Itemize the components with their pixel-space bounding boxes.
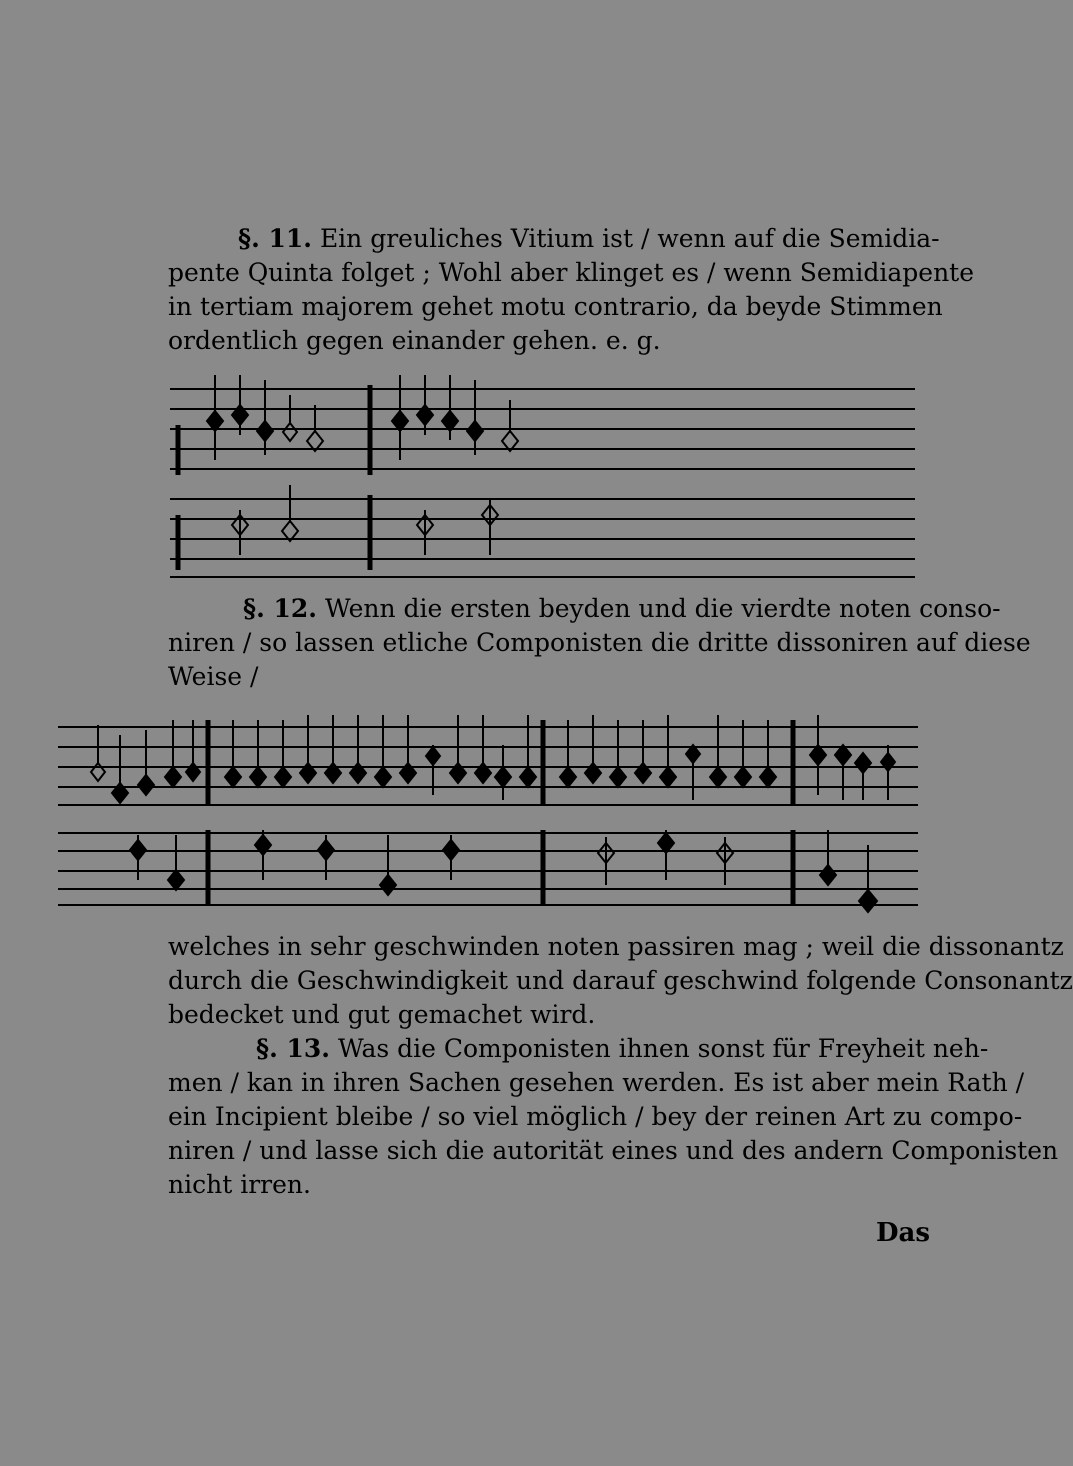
text-line: Weise / <box>168 662 259 691</box>
text-line: niren / so lassen etliche Componisten die dritte dissoniren auf diese <box>168 628 1031 657</box>
text-line: ein Incipient bleibe / so viel möglich / bey der reinen Art zu compo- <box>168 1102 1023 1131</box>
text-line: durch die Geschwindigkeit und darauf geschwind folgende Consonantz <box>168 966 1073 995</box>
paragraph-section-13 <box>168 1032 1059 1202</box>
text-line: §. 13. Was die Componisten ihnen sonst für Freyheit neh- <box>256 1034 989 1063</box>
text-line: welches in sehr geschwinden noten passiren mag ; weil die dissonantz <box>168 932 1064 961</box>
text-line: pente Quinta folget ; Wohl aber klinget es / wenn Semidiapente <box>168 258 975 287</box>
paragraph-section-11 <box>168 222 975 358</box>
catchword: Das <box>875 1218 930 1248</box>
paragraph-continuation <box>168 930 1073 1032</box>
paragraph-section-12 <box>168 592 1031 694</box>
text-line: bedecket und gut gemachet wird. <box>168 1000 596 1029</box>
music-example-1 <box>170 365 915 580</box>
text-line: §. 11. Ein greuliches Vitium ist / wenn auf die Semidia- <box>238 224 940 253</box>
section-number: §. 11. <box>238 224 312 253</box>
text-line: §. 12. Wenn die ersten beyden und die vierdte noten conso- <box>243 594 1001 623</box>
text-line: in tertiam majorem gehet motu contrario, da beyde Stimmen <box>168 292 943 321</box>
section-number: §. 13. <box>256 1034 330 1063</box>
music-example-2 <box>58 705 918 915</box>
text-line: niren / und lasse sich die autorität eines und des andern Componisten <box>168 1136 1059 1165</box>
text-line: ordentlich gegen einander gehen. e. g. <box>168 326 661 355</box>
text-line: nicht irren. <box>168 1170 311 1199</box>
text-line: men / kan in ihren Sachen gesehen werden. Es ist aber mein Rath / <box>168 1068 1025 1097</box>
section-number: §. 12. <box>243 594 317 623</box>
